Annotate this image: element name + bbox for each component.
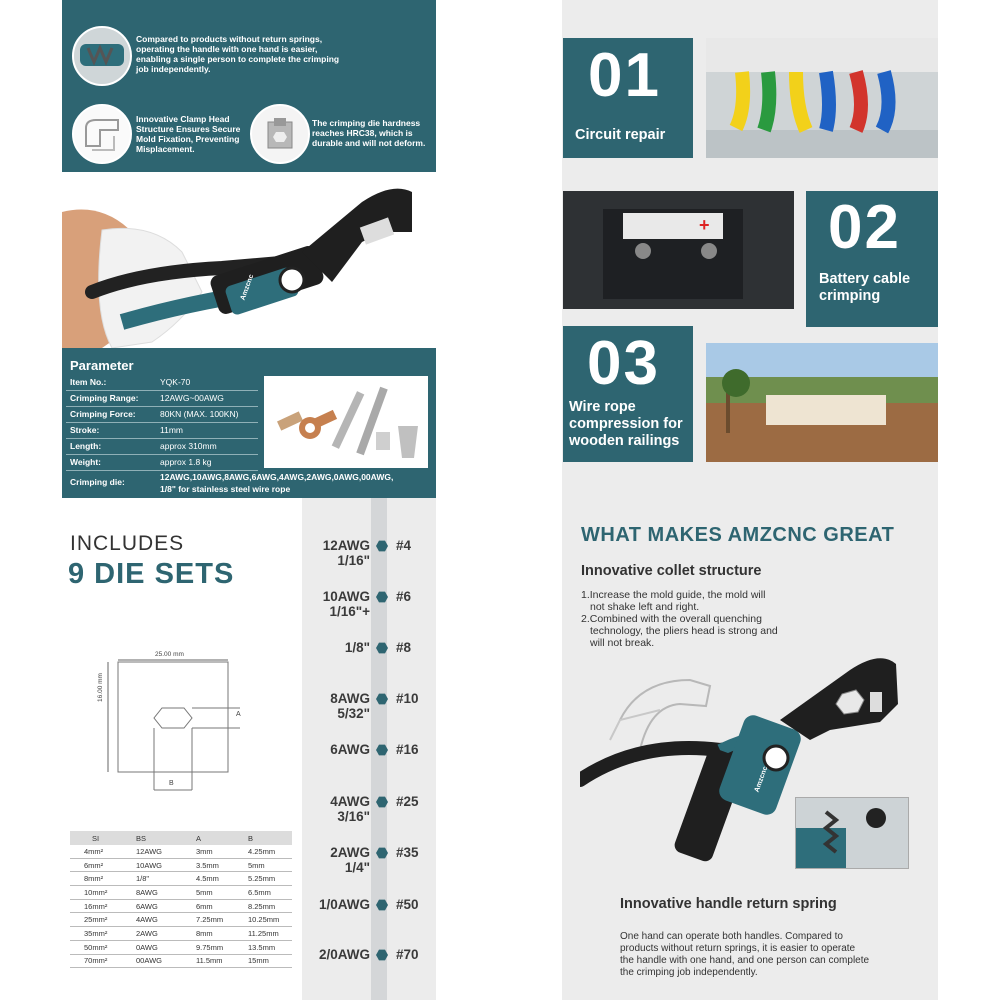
die-size: 2AWG — [330, 845, 370, 860]
table-cell: 11.25mm — [234, 927, 292, 941]
spring-detail-image — [72, 26, 132, 86]
app-label-03-line1: Wire rope — [569, 399, 636, 415]
table-cell: 0AWG — [122, 940, 182, 954]
crimping-die-list-1: 12AWG,10AWG,8AWG,6AWG,4AWG,2AWG,0AWG,00AWG, — [160, 472, 394, 482]
table-cell: 8AWG — [122, 886, 182, 900]
terminals-image — [264, 376, 428, 468]
table-cell: 6mm — [182, 899, 234, 913]
app-label-01: Circuit repair — [575, 127, 666, 143]
die-number: #70 — [396, 947, 419, 962]
table-cell: 7.25mm — [182, 913, 234, 927]
table-cell: 8mm² — [70, 872, 122, 886]
die-size-alt: 3/16" — [337, 809, 370, 824]
die-number: #25 — [396, 794, 419, 809]
spring-closeup-image — [795, 797, 909, 869]
die-number: #8 — [396, 640, 412, 655]
table-cell: 13.5mm — [234, 940, 292, 954]
param-row-range — [66, 390, 258, 407]
table-cell: 6.5mm — [234, 886, 292, 900]
die-dimension-drawing — [100, 650, 260, 800]
spring-desc-3: the handle with one hand, and one person can complete — [620, 955, 870, 966]
app-label-02-line2: crimping — [819, 288, 881, 304]
table-header-row — [70, 831, 292, 845]
table-row — [70, 886, 292, 900]
crimp-die-image — [250, 104, 310, 164]
param-row-item — [66, 374, 258, 391]
dim-height-label: 16.00 mm — [96, 673, 104, 702]
die-feature-text: The crimping die hardness reaches HRC38, which is durable and will not deform. — [312, 118, 426, 148]
table-cell: 4.5mm — [182, 872, 234, 886]
table-row — [70, 940, 292, 954]
app-number-01: 01 — [588, 41, 661, 110]
table-cell: 10.25mm — [234, 913, 292, 927]
table-cell: 12AWG — [122, 845, 182, 858]
tool-in-hand-image — [62, 172, 436, 348]
die-size-alt: 1/4" — [344, 860, 370, 875]
param-value: 12AWG~00AWG — [160, 393, 224, 403]
die-size: 6AWG — [330, 742, 370, 757]
spring-feature-text: Compared to products without return springs, operating the handle with one hand is easier, enabling a single person to complete the crimping job independently. — [136, 34, 340, 74]
die-size-table — [70, 831, 292, 968]
table-cell: 25mm² — [70, 913, 122, 927]
die-left-label — [300, 538, 370, 568]
circuit-repair-image — [706, 38, 938, 158]
table-row — [70, 913, 292, 927]
die-sets-heading: 9 DIE SETS — [68, 558, 235, 590]
param-row-force — [66, 406, 258, 423]
collet-point-2b: technology, the pliers head is strong and — [590, 625, 778, 637]
table-cell: 15mm — [234, 954, 292, 968]
param-value: approx 310mm — [160, 441, 217, 451]
collet-point-2a: 2.Combined with the overall quenching — [581, 613, 762, 625]
features-panel — [62, 0, 436, 172]
table-header: A — [182, 831, 234, 845]
table-cell: 8.25mm — [234, 899, 292, 913]
spring-desc-2: products without return springs, it is easier to operate — [620, 943, 856, 954]
param-key: Stroke: — [70, 425, 100, 435]
table-cell: 2AWG — [122, 927, 182, 941]
die-number: #16 — [396, 742, 419, 757]
collet-point-1a: 1.Increase the mold guide, the mold will — [581, 589, 766, 601]
table-cell: 5mm — [234, 858, 292, 872]
die-size: 1/8" — [344, 640, 370, 655]
die-left-label — [300, 845, 370, 875]
table-cell: 00AWG — [122, 954, 182, 968]
table-cell: 10mm² — [70, 886, 122, 900]
die-size: 12AWG — [322, 538, 370, 553]
die-left-label — [300, 897, 370, 912]
die-left-label — [300, 589, 370, 619]
die-number: #10 — [396, 691, 419, 706]
table-row — [70, 845, 292, 858]
die-size-alt: 5/32" — [337, 706, 370, 721]
die-size: 1/0AWG — [318, 897, 370, 912]
table-row — [70, 927, 292, 941]
includes-heading: INCLUDES — [70, 532, 185, 555]
param-value: YQK-70 — [160, 377, 191, 387]
clamp-head-image — [72, 104, 132, 164]
crimping-die-label: Crimping die: — [70, 477, 125, 487]
parameter-title: Parameter — [70, 358, 134, 373]
table-cell: 3.5mm — [182, 858, 234, 872]
app-label-02-line1: Battery cable — [819, 271, 911, 287]
die-number: #35 — [396, 845, 419, 860]
param-row-stroke — [66, 422, 258, 439]
param-key: Length: — [70, 441, 102, 451]
app-label-03-line2: compression for — [569, 416, 683, 432]
die-size-alt: 1/16" — [337, 553, 370, 568]
die-size: 2/0AWG — [318, 947, 370, 962]
table-cell: 4.25mm — [234, 845, 292, 858]
die-number: #50 — [396, 897, 419, 912]
param-value: approx 1.8 kg — [160, 457, 212, 467]
crimping-die-list-2: 1/8" for stainless steel wire rope — [160, 484, 291, 494]
spring-title: Innovative handle return spring — [620, 896, 837, 912]
param-value: 11mm — [160, 425, 183, 435]
table-cell: 6AWG — [122, 899, 182, 913]
spring-desc-1: One hand can operate both handles. Compared to — [620, 931, 843, 942]
param-value: 80KN (MAX. 100KN) — [160, 409, 239, 419]
die-left-label — [300, 640, 370, 655]
table-cell: 11.5mm — [182, 954, 234, 968]
table-cell: 5.25mm — [234, 872, 292, 886]
table-cell: 4mm² — [70, 845, 122, 858]
table-cell: 35mm² — [70, 927, 122, 941]
table-cell: 70mm² — [70, 954, 122, 968]
die-number: #4 — [396, 538, 412, 553]
tool-brand-label-right: Amzcnc — [753, 765, 770, 794]
param-key: Weight: — [70, 457, 102, 467]
collet-point-2c: will not break. — [590, 637, 655, 649]
table-row — [70, 954, 292, 968]
dim-a-label: A — [236, 711, 241, 718]
app-label-03-line3: wooden railings — [569, 433, 680, 449]
spring-desc-4: the crimping job independently. — [620, 967, 758, 978]
wooden-railing-image — [706, 343, 938, 462]
table-cell: 3mm — [182, 845, 234, 858]
battery-image — [563, 191, 794, 309]
param-row-length — [66, 438, 258, 455]
tool-brand-label: Amzcnc — [239, 273, 256, 302]
table-row — [70, 899, 292, 913]
table-cell: 1/8" — [122, 872, 182, 886]
great-heading: WHAT MAKES AMZCNC GREAT — [581, 524, 895, 546]
table-header: SI — [70, 831, 122, 845]
table-row — [70, 872, 292, 886]
collet-point-1b: not shake left and right. — [590, 601, 700, 613]
table-header: B — [234, 831, 292, 845]
param-key: Crimping Range: — [70, 393, 139, 403]
die-size: 10AWG — [322, 589, 370, 604]
table-cell: 4AWG — [122, 913, 182, 927]
table-header: BS — [122, 831, 182, 845]
dim-width-label: 25.00 mm — [155, 651, 184, 658]
die-left-label — [300, 947, 370, 962]
dim-b-label: B — [169, 780, 174, 787]
die-left-label — [300, 794, 370, 824]
param-key: Crimping Force: — [70, 409, 136, 419]
table-cell: 9.75mm — [182, 940, 234, 954]
die-left-label — [300, 742, 370, 757]
app-number-03: 03 — [587, 329, 660, 398]
die-size-alt: 1/16"+ — [329, 604, 370, 619]
param-row-weight — [66, 454, 258, 471]
die-size: 4AWG — [330, 794, 370, 809]
collet-title: Innovative collet structure — [581, 563, 762, 579]
die-left-label — [300, 691, 370, 721]
table-cell: 50mm² — [70, 940, 122, 954]
table-row — [70, 858, 292, 872]
die-size: 8AWG — [330, 691, 370, 706]
table-cell: 10AWG — [122, 858, 182, 872]
table-cell: 8mm — [182, 927, 234, 941]
die-number: #6 — [396, 589, 412, 604]
table-cell: 6mm² — [70, 858, 122, 872]
clamp-feature-text: Innovative Clamp Head Structure Ensures Secure Mold Fixation, Preventing Misplacement. — [136, 114, 241, 154]
table-cell: 5mm — [182, 886, 234, 900]
battery-plus-icon: + — [699, 215, 710, 235]
app-number-02: 02 — [828, 193, 901, 262]
param-key: Item No.: — [70, 377, 107, 387]
table-cell: 16mm² — [70, 899, 122, 913]
